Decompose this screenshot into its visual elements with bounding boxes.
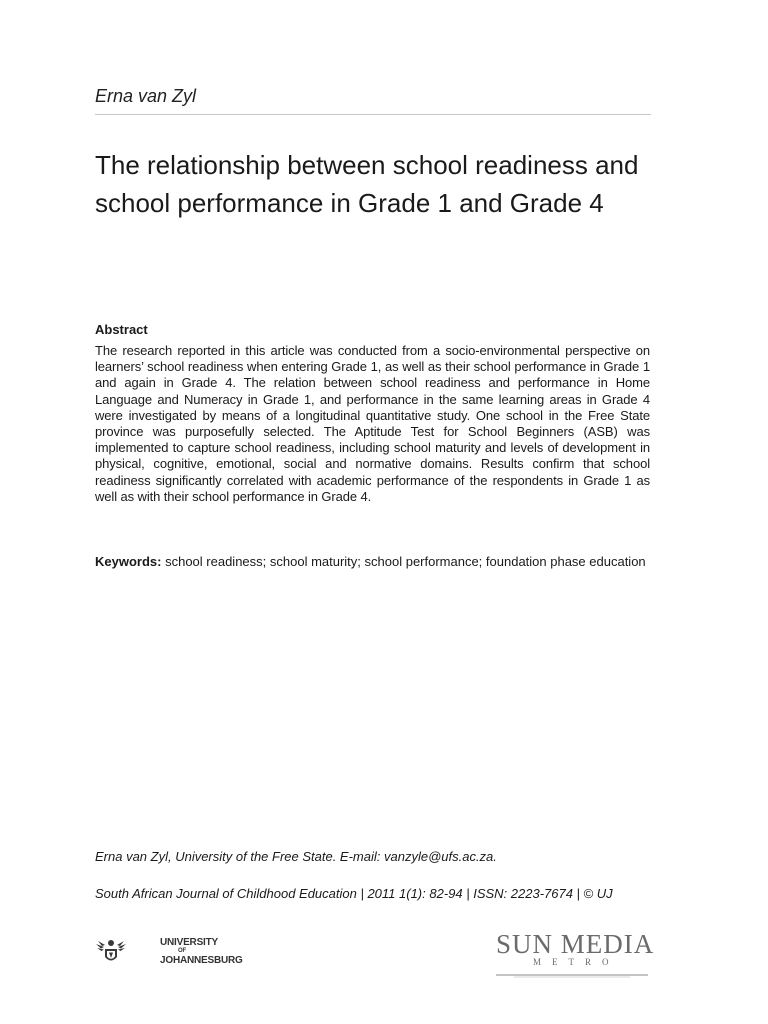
- uj-crest-icon: [95, 922, 160, 982]
- uj-wordmark: [160, 937, 243, 966]
- author-header: Erna van Zyl: [95, 86, 197, 106]
- uj-line-3: JOHANNESBURG: [160, 955, 243, 966]
- sun-media-wordmark: SUN MEDIA: [496, 929, 655, 959]
- abstract-body: The research reported in this article was conducted from a socio-environmental perspective on learners’ school readiness when entering Grade 1, as well as their school performance in Grade 1 and again in Grade 4. The relation between school readiness and performance in Home Language and Numeracy in Grade 1, and performance in the same learning areas in Grade 4 were investigated by means of a longitudinal quantitative study. One school in the Free State province was purposefully selected. The Aptitude Test for School Beginners (ASB) was implemented to capture school readiness, including school maturity and levels of development in physical, cognitive, emotional, social and normative domains. Results confirm that school readiness significantly correlated with academic performance of the respondents in Grade 1 as well as with their school performance in Grade 4.: [95, 343, 650, 504]
- uj-line-1: UNIVERSITY: [160, 937, 219, 948]
- article-title: The relationship between school readiness and school performance in Grade 1 and Grade 4: [95, 150, 639, 218]
- uj-line-2: OF: [178, 948, 186, 954]
- keywords-label: Keywords:: [95, 554, 162, 569]
- sun-media-sub: METRO: [533, 957, 620, 967]
- sun-media-rule-icon: [494, 967, 650, 979]
- abstract-heading: Abstract: [95, 322, 148, 337]
- keywords-text: school readiness; school maturity; school performance; foundation phase education: [165, 554, 646, 569]
- journal-citation: South African Journal of Childhood Education | 2011 1(1): 82-94 | ISSN: 2223-7674 | © UJ: [95, 886, 613, 901]
- header-rule: [95, 114, 651, 115]
- keywords: [95, 552, 650, 572]
- affiliation-note: Erna van Zyl, University of the Free State. E-mail: vanzyle@ufs.ac.za.: [95, 849, 497, 864]
